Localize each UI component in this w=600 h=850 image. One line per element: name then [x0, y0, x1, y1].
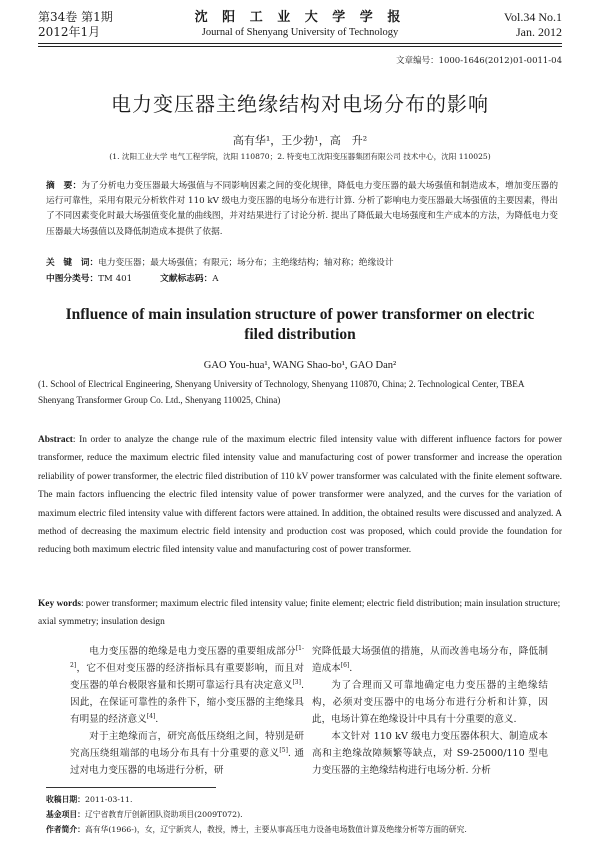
citation: [3] [292, 678, 301, 686]
keywords-en [38, 595, 562, 631]
header-rule-bottom [38, 46, 562, 47]
body-paragraph: 电力变压器的绝缘是电力变压器的重要组成部分[1-2]，它不但对变压器的经济指标具有重要影响，而且对变压器的单台极限容量和长期可靠运行具有决定意义[3]. 因此，在保证可靠性的条件下，缩小变压器的主绝缘具有明显的经济意义[4]. [70, 644, 304, 725]
volume-issue-en: Vol.34 No.1 [503, 10, 562, 24]
authors-en: GAO You-hua¹, WANG Shao-bo¹, GAO Dan² [203, 360, 397, 371]
citation: [1-2] [70, 644, 304, 669]
header-journal [150, 10, 450, 40]
journal-name-en: Journal of Shenyang University of Technology [201, 27, 399, 38]
affiliation-cn: (1. 沈阳工业大学 电气工程学院，沈阳 110870；2. 特变电工沈阳变压器集团有限公司 技术中心，沈阳 110025) [109, 152, 491, 161]
affiliation-en: (1. School of Electrical Engineering, Shenyang University of Technology, Shenyang 110870, China; 2. Technological Center, TBEA Shenyang Transformer Group Co. Ltd., Shenyang 110025, China) [38, 379, 525, 405]
abstract-cn-text: 为了分析电力变压器最大场强值与不同影响因素之间的变化规律，降低电力变压器的最大场强值和制造成本，增加变压器的运行可靠性，采用有限元分析软件对 110 kV 级电力变压器的电场分布进行计算. 分析了影响电力变压器最大场强值的主要因素，得出了不同因素变化时最大场强值变化量的曲线图，并对结果进行了讨论分析. 提出了降低最大电场强度和生产成本的方法，为降低电力变压器最大场强值以及降低制造成本提供了依据. [46, 181, 559, 237]
body-paragraph: 究降低最大场强值的措施，从而改善电场分布，降低制造成本[6]. [312, 646, 548, 674]
abstract-en [38, 431, 562, 560]
title-cn: 电力变压器主绝缘结构对电场分布的影响 [111, 92, 489, 116]
body-paragraph: 为了合理而又可靠地确定电力变压器的主绝缘结构，必须对变压器中的电场分布进行分析和计算，因此，电场计算在绝缘设计中具有十分重要的意义. [312, 680, 548, 725]
keywords-cn-text: 电力变压器；最大场强值；有限元；场分布；主绝缘结构；轴对称；绝缘设计 [98, 258, 394, 268]
keywords-cn [46, 256, 558, 268]
abstract-cn-label: 摘 要： [46, 181, 82, 191]
date-en: Jan. 2012 [516, 25, 562, 39]
authors-cn: 高有华¹，王少勃¹，高 升² [232, 134, 368, 147]
doc-code-value: A [212, 274, 219, 284]
body-column-left [70, 643, 304, 779]
date-cn: 2012年1月 [38, 25, 101, 39]
title-en: Influence of main insulation structure of power transformer on electric filed distribution [65, 306, 535, 343]
footnote-author: 作者简介：高有华(1966-)，女，辽宁新宾人，教授，博士，主要从事高压电力设备电场数值计算及绝缘分析等方面的研究. [46, 825, 467, 834]
citation: [5] [279, 746, 288, 754]
footnote-fund: 基金项目：辽宁省教育厅创新团队资助项目(2009T072). [46, 810, 243, 819]
abstract-en-label: Abstract [38, 435, 73, 445]
body-paragraph: 本文针对 110 kV 级电力变压器体积大、制造成本高和主绝缘故障频繁等缺点，对 S9-25000/110 型电力变压器的主绝缘结构进行电场分析. 分析 [312, 731, 548, 776]
abstract-cn [46, 179, 558, 240]
keywords-cn-label: 关 键 词： [46, 258, 99, 268]
header-rule-top [38, 43, 562, 44]
header-volume-cn [38, 10, 113, 40]
clc-value: TM 401 [98, 274, 133, 284]
classification-cn [46, 272, 558, 284]
body-column-right [312, 643, 548, 779]
footnote-received: 收稿日期：2011-03-11. [46, 795, 133, 804]
journal-name-cn: 沈 阳 工 业 大 学 学 报 [194, 10, 406, 25]
article-number: 文章编号：1000-1646(2012)01-0011-04 [396, 56, 562, 66]
citation: [6] [340, 661, 350, 669]
citation: [4] [146, 712, 156, 720]
header-volume-en [504, 10, 562, 40]
abstract-en-text: : In order to analyze the change rule of the maximum electric filed intensity value with different influence factors for power transformer, reduce the maximum electric filed intensity value and manufacturing cost of power transformer and increase the operation reliability of power transformer, the electric filed distribution of 110 kV power transformer was calculated with the finite element software. The main factors influencing the electric filed intensity value of power transformer were analyzed, and the curves for the variation of maximum electric filed intensity value with different factors were attained. In addition, the obtained results were discussed and analyzed. A method of decreasing the maximum electric field intensity and production cost was proposed, which could provide the foundation for reducing both maximum electric filed intensity value and manufacturing cost of power transformer. [38, 435, 562, 556]
volume-issue-cn: 第34卷 第1期 [38, 10, 113, 24]
clc-label: 中图分类号： [46, 274, 99, 284]
body-paragraph: 对于主绝缘而言，研究高低压绕组之间，特别是研究高压绕组端部的电场分布具有十分重要的意义[5]. 通过对电力变压器的电场进行分析，研 [70, 731, 304, 776]
keywords-en-text: : power transformer; maximum electric filed intensity value; finite element; electric field distribution; main insulation structure; axial symmetry; insulation design [38, 599, 561, 627]
footnote-rule [46, 787, 216, 788]
keywords-en-label: Key words [38, 599, 81, 609]
doc-code-label: 文献标志码： [160, 274, 213, 284]
